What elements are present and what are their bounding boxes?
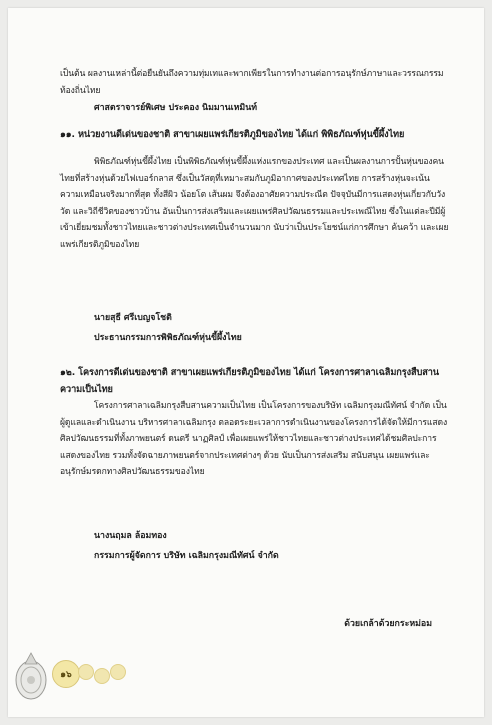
section-12-signatory-name: นางนฤมล ล้อมทอง — [94, 531, 167, 541]
section-11-signatory-name: นายสุธี ศรีเบญจโชติ — [94, 313, 172, 323]
section-12-body: โครงการศาลาเฉลิมกรุงสืบสานความเป็นไทย เป็นโครงการของบริษัท เฉลิมกรุงมณีทัศน์ จำกัด เป็นผู้ดูแลและดำเนินงาน บริหารศาลาเฉลิมกรุง ตลอดระยะเวลาการดำเนินงานของโครงการได้จัดให้มีการแสดงศิลปวัฒนธรรมที่ทั้งภาพยนตร์ ดนตรี นาฏศิลป์ เพื่อเผยแพร่ให้ชาวไทยและชาวต่างประเทศได้ชมศิลปะการแสดงของไทย รวมทั้งจัดฉายภาพยนตร์จากประเทศต่างๆ ด้วย นับเป็นการส่งเสริม สนับสนุน เผยแพร่และอนุรักษ์มรดกทางศิลปวัฒนธรรมของไทย — [60, 401, 448, 477]
emblem-icon — [14, 650, 48, 702]
section-11-body: พิพิธภัณฑ์หุ่นขี้ผึ้งไทย เป็นพิพิธภัณฑ์หุ่นขี้ผึ้งแห่งแรกของประเทศ และเป็นผลงานการปั้นหุ่นของคนไทยที่สร้างหุ่นด้วยไฟเบอร์กลาส ซึ่งเป็นวัสดุที่เหมาะสมกับภูมิอากาศของประเทศไทย การสร้างหุ่นจะเน้นความเหมือนจริงมากที่สุด ทั้งสีผิว น้อยโต เส้นผม จึงต้องอาศัยความประณีต ปัจจุบันมีการแสดงหุ่นเกี่ยวกับวัง วัด และวิถีชีวิตของชาวบ้าน อันเป็นการส่งเสริมและเผยแพร่ศิลปวัฒนธรรมและประเพณีไทย ซึ่งในแต่ละปีมีผู้เข้าเยี่ยมชมทั้งชาวไทยและชาวต่างประเทศเป็นจำนวนมาก นับว่าเป็นประโยชน์แก่การศึกษา ค้นคว้า และเผยแพร่เกียรติภูมิของไทย — [60, 157, 449, 250]
page-number: ๑๖ — [60, 670, 72, 680]
decor-dot — [110, 664, 126, 680]
decor-dot — [94, 668, 110, 684]
closing-phrase: ด้วยเกล้าด้วยกระหม่อม — [344, 619, 432, 629]
section-12-heading: ๑๒. โครงการดีเด่นของชาติ สาขาเผยแพร่เกียรติภูมิของไทย ได้แก่ โครงการศาลาเฉลิมกรุงสืบสานความเป็นไทย — [60, 367, 439, 395]
section-11-signatory-title: ประธานกรรมการพิพิธภัณฑ์หุ่นขี้ผึ้งไทย — [94, 333, 242, 343]
decor-dot — [78, 664, 94, 680]
section-12-signatory-title: กรรมการผู้จัดการ บริษัท เฉลิมกรุงมณีทัศน์ จำกัด — [94, 551, 279, 561]
intro-signatory: ศาสตราจารย์พิเศษ ประคอง นิมมานเหมินท์ — [94, 103, 258, 113]
document-page — [8, 8, 484, 717]
section-11-heading: ๑๑. หน่วยงานดีเด่นของชาติ สาขาเผยแพร่เกียรติภูมิของไทย ได้แก่ พิพิธภัณฑ์หุ่นขี้ผึ้งไทย — [60, 129, 405, 140]
intro-paragraph: เป็นต้น ผลงานเหล่านี้ต่อยืนยันถึงความทุ่มเทและพากเพียรในการทำงานต่อการอนุรักษ์ภาษาและวรรณกรรมท้องถิ่นไทย — [60, 69, 444, 96]
page-number-badge — [52, 660, 80, 688]
